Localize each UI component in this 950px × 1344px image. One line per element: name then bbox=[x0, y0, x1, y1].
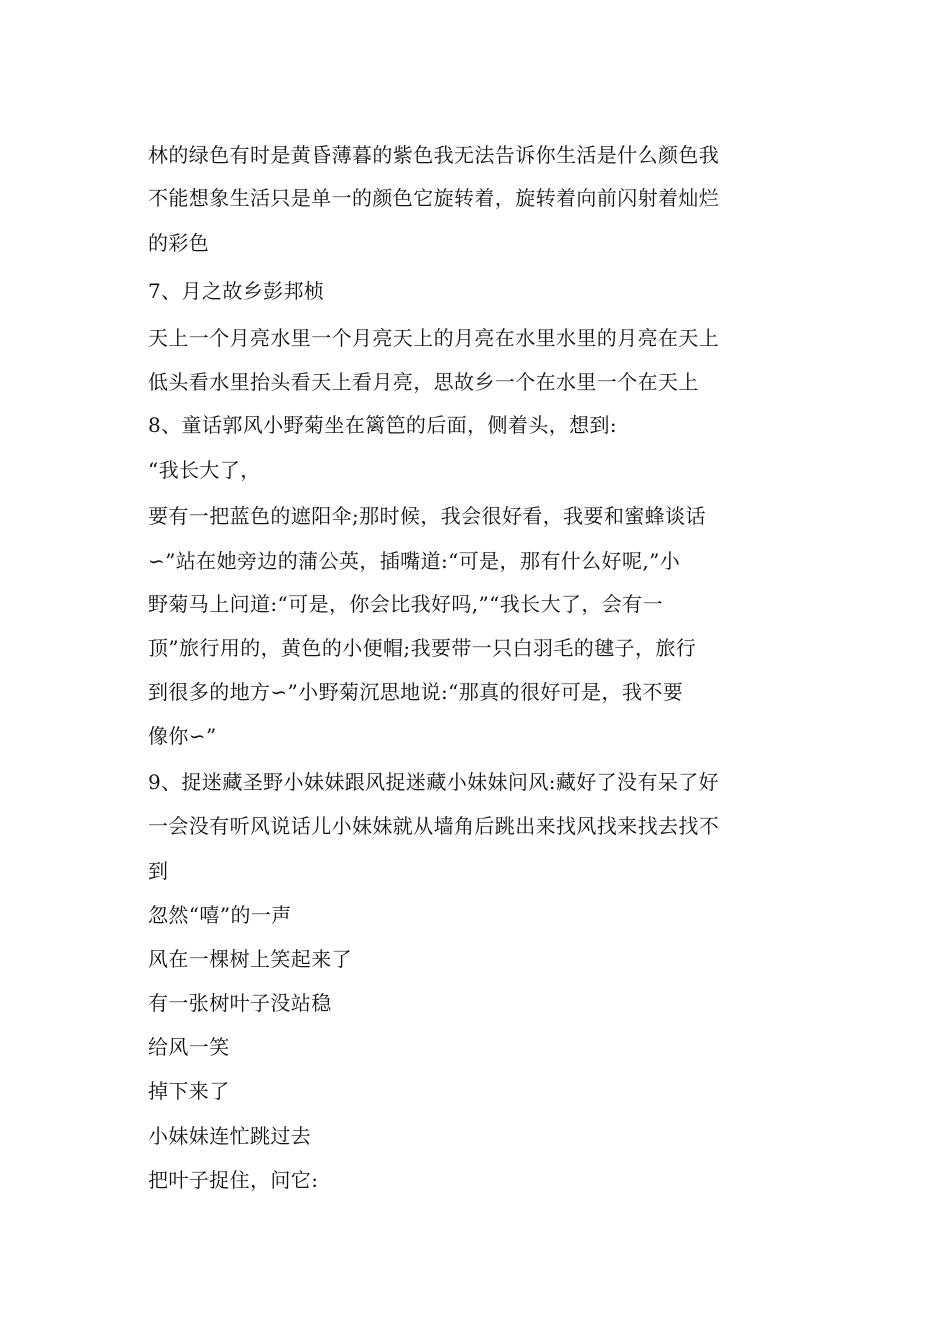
section-heading: 8、童话郭风小野菊坐在篱笆的后面，侧着头，想到: bbox=[148, 413, 618, 437]
text-line: 一会没有听风说话儿小妹妹就从墙角后跳出来找风找来找去找不 bbox=[148, 814, 720, 838]
text-line: 给风一笑 bbox=[148, 1035, 230, 1059]
text-line: 像你∽” bbox=[148, 724, 217, 748]
text-line: 林的绿色有时是黄昏薄暮的紫色我无法告诉你生活是什么颜色我 bbox=[148, 143, 720, 167]
text-line: 到很多的地方∽”小野菊沉思地说:“那真的很好可是，我不要 bbox=[148, 680, 684, 704]
section-heading: 9、捉迷藏圣野小妹妹跟风捉迷藏小妹妹问风:藏好了没有呆了好 bbox=[148, 770, 720, 794]
text-line: 低头看水里抬头看天上看月亮，思故乡一个在水里一个在天上 bbox=[148, 370, 699, 394]
text-line: 风在一棵树上笑起来了 bbox=[148, 947, 352, 971]
text-line: 有一张树叶子没站稳 bbox=[148, 991, 332, 1015]
text-line: 的彩色 bbox=[148, 231, 210, 255]
text-line: 把叶子捉住，问它: bbox=[148, 1168, 319, 1192]
section-heading: 7、月之故乡彭邦桢 bbox=[148, 279, 325, 303]
text-line: 要有一把蓝色的遮阳伞;那时候，我会很好看，我要和蜜蜂谈话 bbox=[148, 504, 706, 528]
text-line: ∽”站在她旁边的蒲公英，插嘴道:“可是，那有什么好呢,”小 bbox=[148, 549, 681, 573]
text-line: 小妹妹连忙跳过去 bbox=[148, 1124, 312, 1148]
text-line: 不能想象生活只是单一的颜色它旋转着，旋转着向前闪射着灿烂 bbox=[148, 186, 720, 210]
text-line: 忽然“嘻”的一声 bbox=[148, 903, 292, 927]
text-line: “我长大了， bbox=[148, 458, 261, 482]
text-line: 顶”旅行用的，黄色的小便帽;我要带一只白羽毛的毽子，旅行 bbox=[148, 636, 697, 660]
text-line: 掉下来了 bbox=[148, 1079, 230, 1103]
text-line: 到 bbox=[148, 859, 169, 883]
text-line: 天上一个月亮水里一个月亮天上的月亮在水里水里的月亮在天上 bbox=[148, 326, 720, 350]
text-line: 野菊马上问道:“可是，你会比我好吗,”“我长大了，会有一 bbox=[148, 592, 663, 616]
